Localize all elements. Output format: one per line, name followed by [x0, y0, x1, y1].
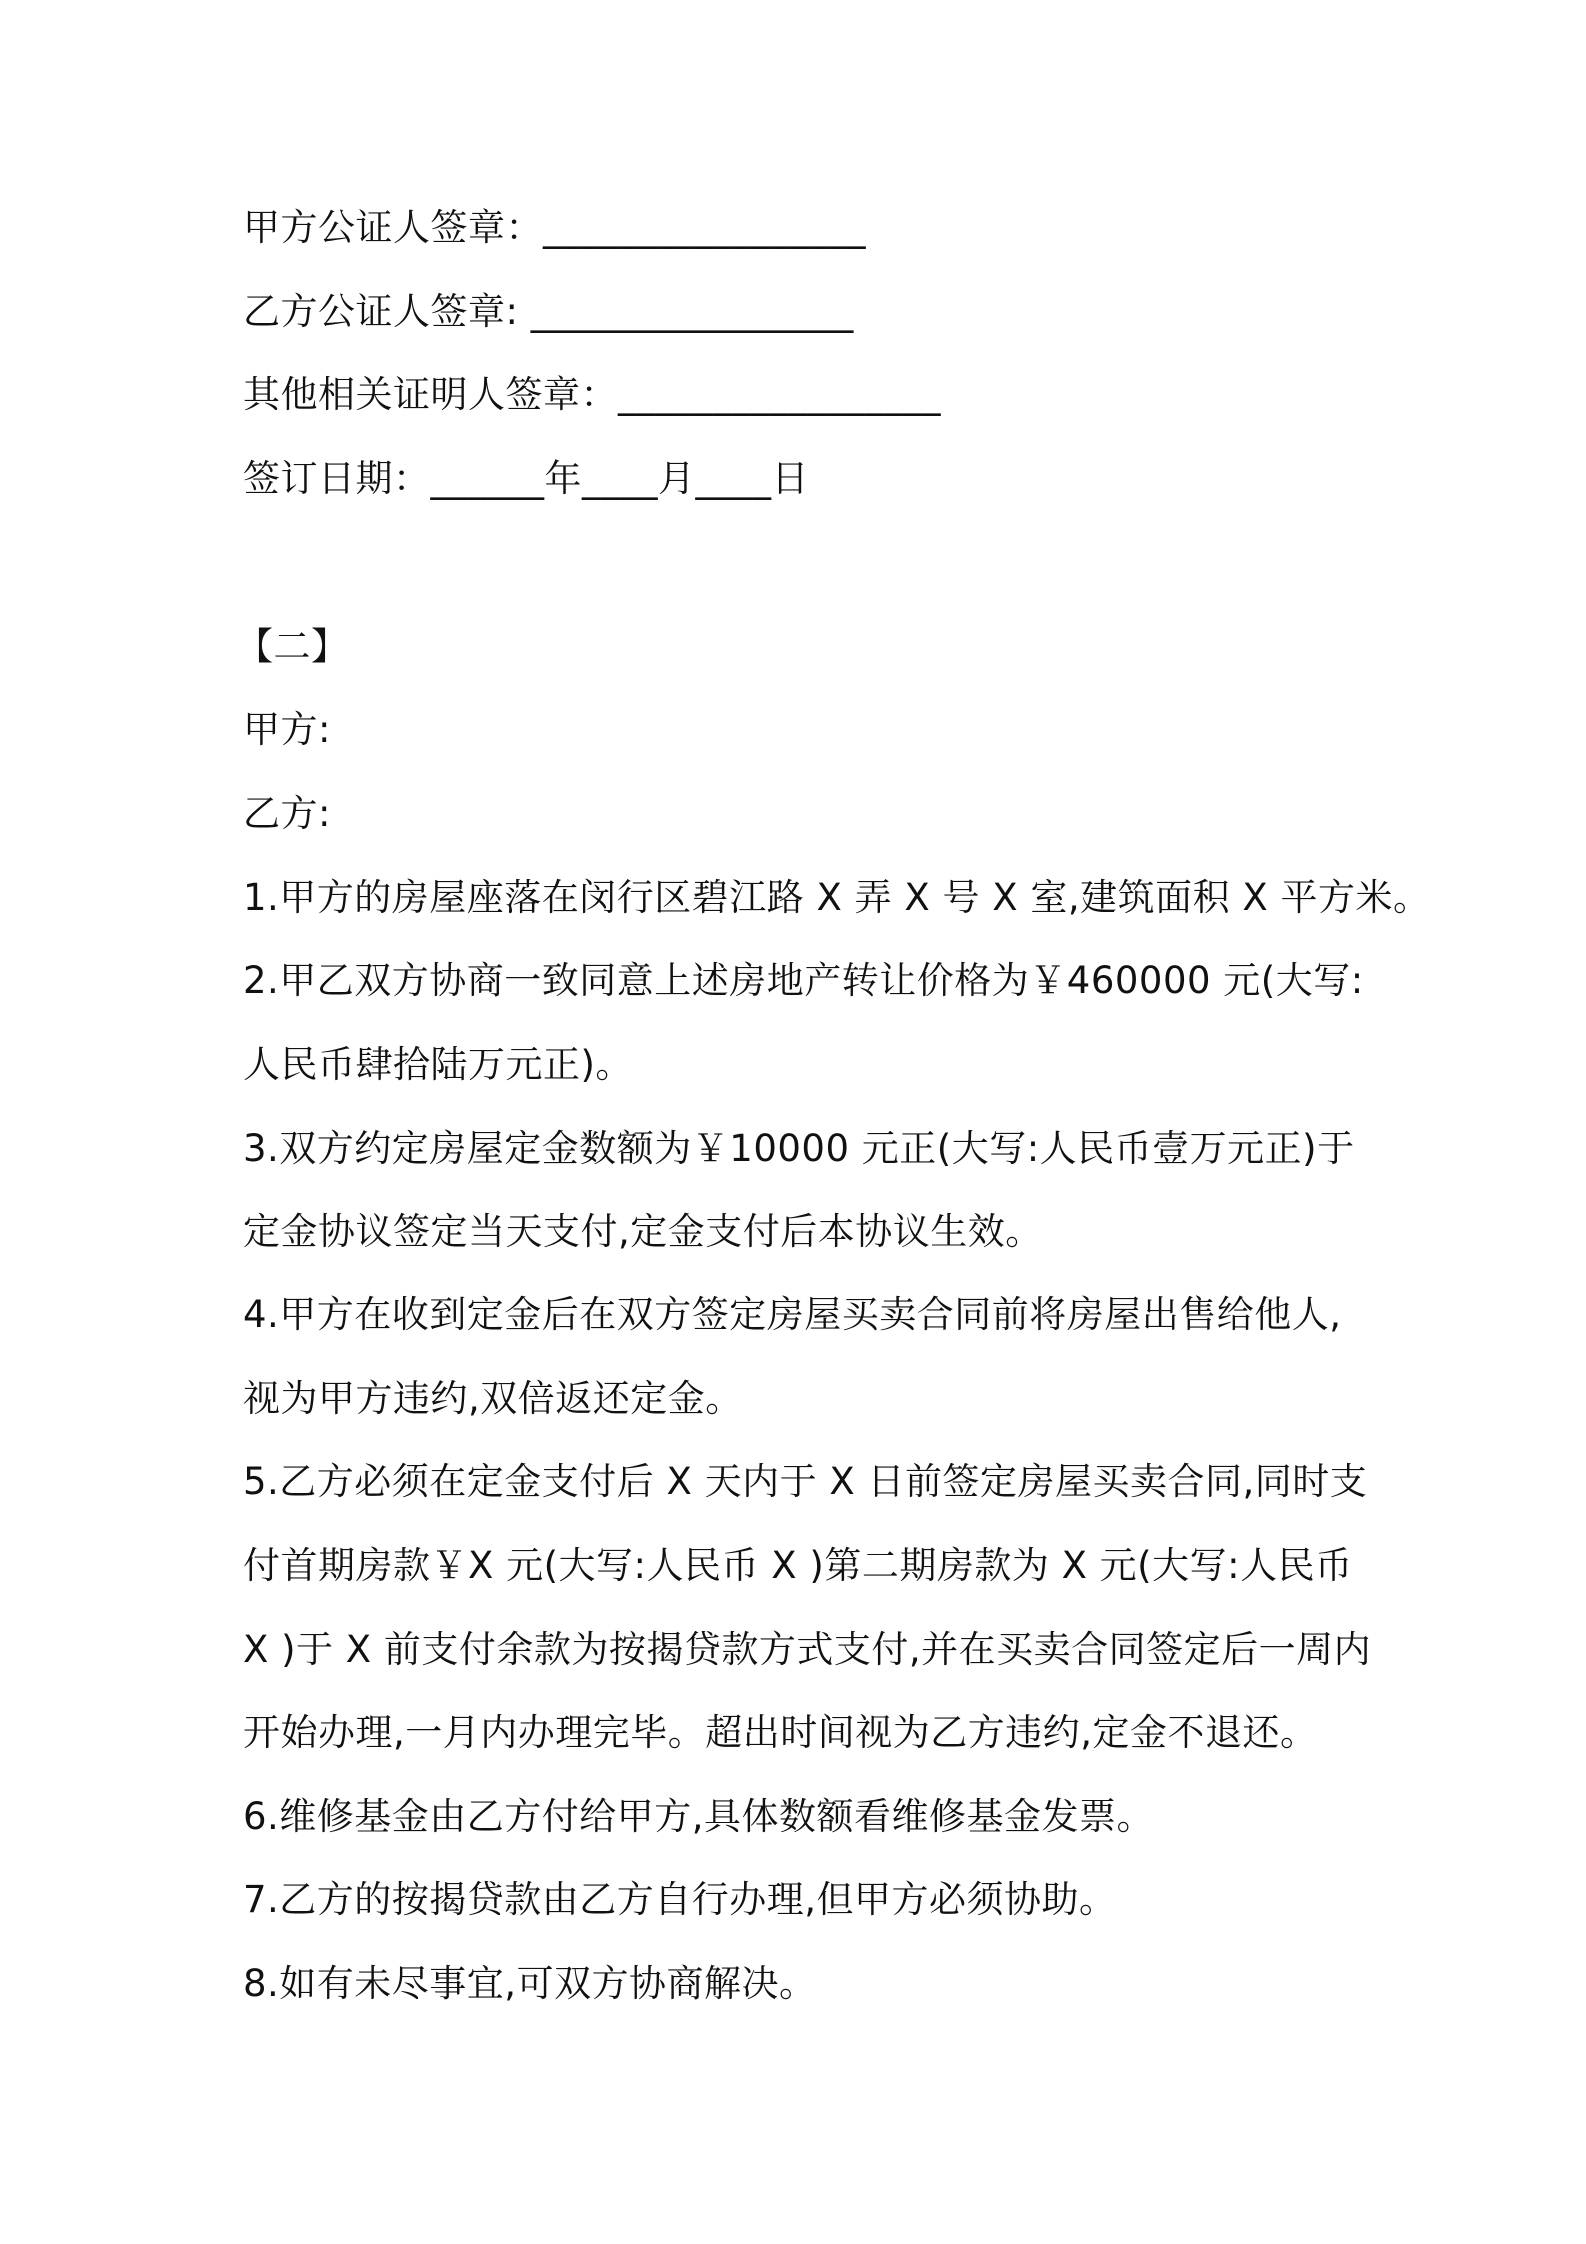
other-witness-signature-line: 其他相关证明人签章：_________________	[243, 373, 941, 416]
clause-line: 5.乙方必须在定金支付后 X 天内于 X 日前签定房屋买卖合同,同时支	[243, 1460, 1368, 1503]
sign-date-line: 签订日期：______年____月____日	[243, 457, 809, 500]
party-a-notary-signature-line: 甲方公证人签章：_________________	[243, 206, 866, 249]
clause-line: 人民币肆拾陆万元正)。	[243, 1043, 633, 1086]
clause-line: 1.甲方的房屋座落在闵行区碧江路 X 弄 X 号 X 室,建筑面积 X 平方米。	[243, 876, 1431, 919]
clause-line: 定金协议签定当天支付,定金支付后本协议生效。	[243, 1210, 1043, 1253]
clause-line: 6.维修基金由乙方付给甲方,具体数额看维修基金发票。	[243, 1795, 1155, 1838]
clause-line: 4.甲方在收到定金后在双方签定房屋买卖合同前将房屋出售给他人,	[243, 1293, 1342, 1336]
clause-line: 视为甲方违约,双倍返还定金。	[243, 1377, 743, 1420]
party-b-label: 乙方:	[243, 792, 331, 835]
clause-line: 开始办理,一月内办理完毕。超出时间视为乙方违约,定金不退还。	[243, 1711, 1318, 1754]
section-heading: 【二】	[236, 625, 349, 668]
party-b-notary-signature-line: 乙方公证人签章: _________________	[243, 290, 854, 333]
clause-line: 2.甲乙双方协商一致同意上述房地产转让价格为￥460000 元(大写:	[243, 959, 1364, 1002]
clause-line: 付首期房款￥X 元(大写:人民币 X )第二期房款为 X 元(大写:人民币	[243, 1544, 1353, 1587]
clause-line: 3.双方约定房屋定金数额为￥10000 元正(大写:人民币壹万元正)于	[243, 1127, 1355, 1170]
clause-line: X )于 X 前支付余款为按揭贷款方式支付,并在买卖合同签定后一周内	[243, 1628, 1372, 1671]
party-a-label: 甲方:	[243, 708, 331, 751]
clause-line: 8.如有未尽事宜,可双方协商解决。	[243, 1962, 817, 2005]
clause-line: 7.乙方的按揭贷款由乙方自行办理,但甲方必须协助。	[243, 1878, 1117, 1921]
